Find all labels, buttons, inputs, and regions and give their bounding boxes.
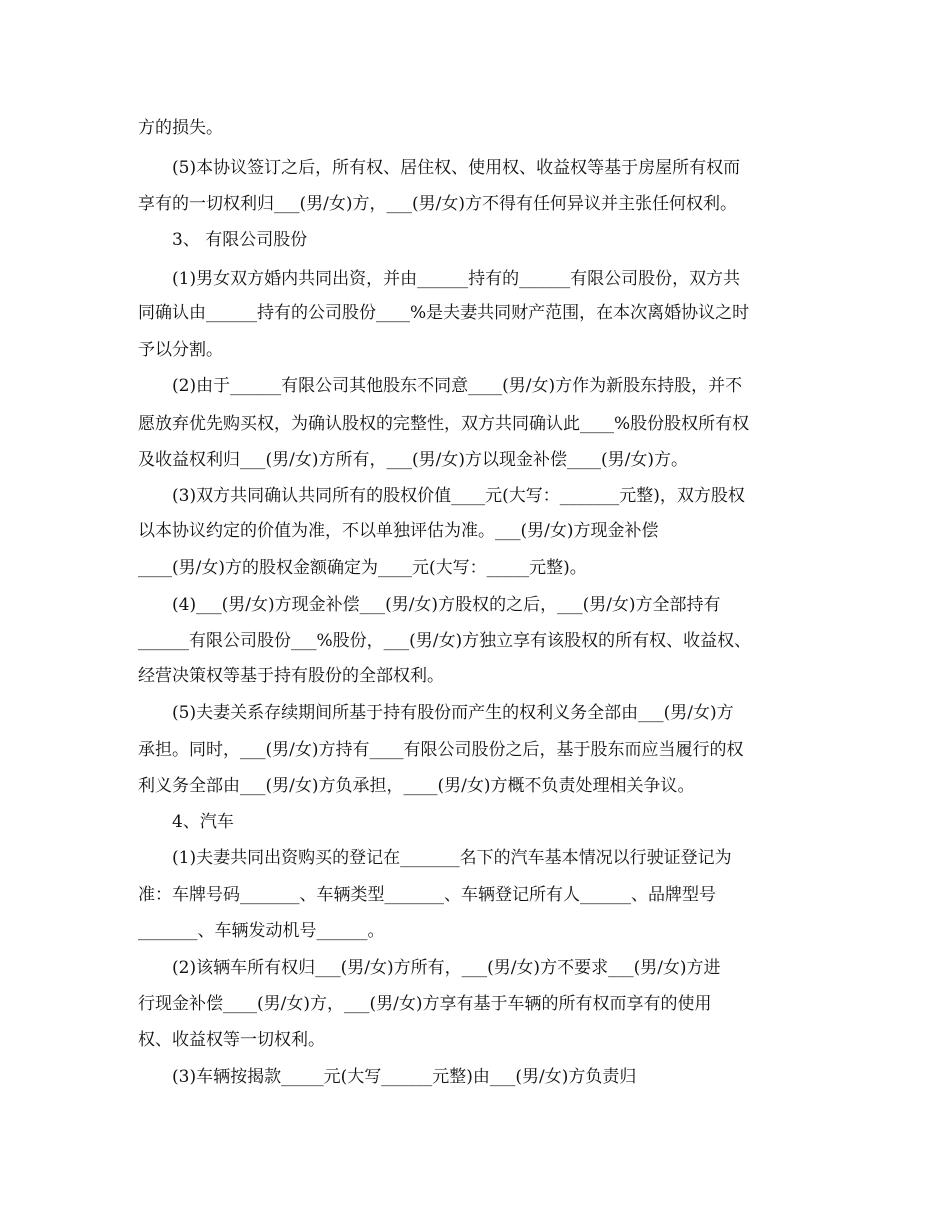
text-line: ______有限公司股份___%股份，___(男/女)方独立享有该股权的所有权、收益权、 xyxy=(138,631,752,651)
text-line: _______、车辆发动机号______。 xyxy=(138,921,385,941)
text-line: 愿放弃优先购买权，为确认股权的完整性，双方共同确认此____%股份股权所有权 xyxy=(138,414,750,434)
text-line: (3)双方共同确认共同所有的股权价值____元(大写：_______元整)，双方股权 xyxy=(172,486,745,506)
text-line: (2)该辆车所有权归___(男/女)方所有，___(男/女)方不要求___(男/女)方进 xyxy=(172,958,721,978)
section-heading: 4、汽车 xyxy=(172,812,234,832)
text-line: 权、收益权等一切权利。 xyxy=(138,1030,325,1050)
text-line: 行现金补偿____(男/女)方，___(男/女)方享有基于车辆的所有权而享有的使用 xyxy=(138,994,712,1014)
text-line: 同确认由______持有的公司股份____%是夫妻共同财产范围，在本次离婚协议之时 xyxy=(138,303,750,323)
text-line: 享有的一切权利归___(男/女)方，___(男/女)方不得有任何异议并主张任何权利。 xyxy=(138,194,737,214)
text-line: 及收益权利归___(男/女)方所有，___(男/女)方以现金补偿____(男/女)方。 xyxy=(138,450,688,470)
text-line: (1)男女双方婚内共同出资，并由______持有的______有限公司股份，双方共 xyxy=(172,269,741,289)
text-line: 予以分割。 xyxy=(138,340,223,360)
text-line: ____(男/女)方的股权金额确定为____元(大写：_____元整)。 xyxy=(138,558,587,578)
text-line: 方的损失。 xyxy=(138,118,223,138)
text-line: (1)夫妻共同出资购买的登记在_______名下的汽车基本情况以行驶证登记为 xyxy=(172,848,732,868)
text-line: (3)车辆按揭款_____元(大写______元整)由___(男/女)方负责归 xyxy=(172,1067,637,1087)
text-line: (5)夫妻关系存续期间所基于持有股份而产生的权利义务全部由___(男/女)方 xyxy=(172,703,734,723)
text-line: 经营决策权等基于持有股份的全部权利。 xyxy=(138,666,444,686)
text-line: (2)由于______有限公司其他股东不同意____(男/女)方作为新股东持股，并不 xyxy=(172,376,743,396)
section-heading: 3、 有限公司股份 xyxy=(172,230,308,250)
text-line: (5)本协议签订之后，所有权、居住权、使用权、收益权等基于房屋所有权而 xyxy=(172,158,741,178)
text-line: 承担。同时，___(男/女)方持有____有限公司股份之后，基于股东而应当履行的权 xyxy=(138,740,744,760)
text-line: 以本协议约定的价值为准，不以单独评估为准。___(男/女)方现金补偿 xyxy=(138,521,659,541)
text-line: (4)___(男/女)方现金补偿___(男/女)方股权的之后，___(男/女)方全部持有 xyxy=(172,595,721,615)
text-line: 准：车牌号码_______、车辆类型_______、车辆登记所有人______、品牌型号 xyxy=(138,885,716,905)
text-line: 利义务全部由___(男/女)方负承担，____(男/女)方概不负责处理相关争议。 xyxy=(138,776,695,796)
